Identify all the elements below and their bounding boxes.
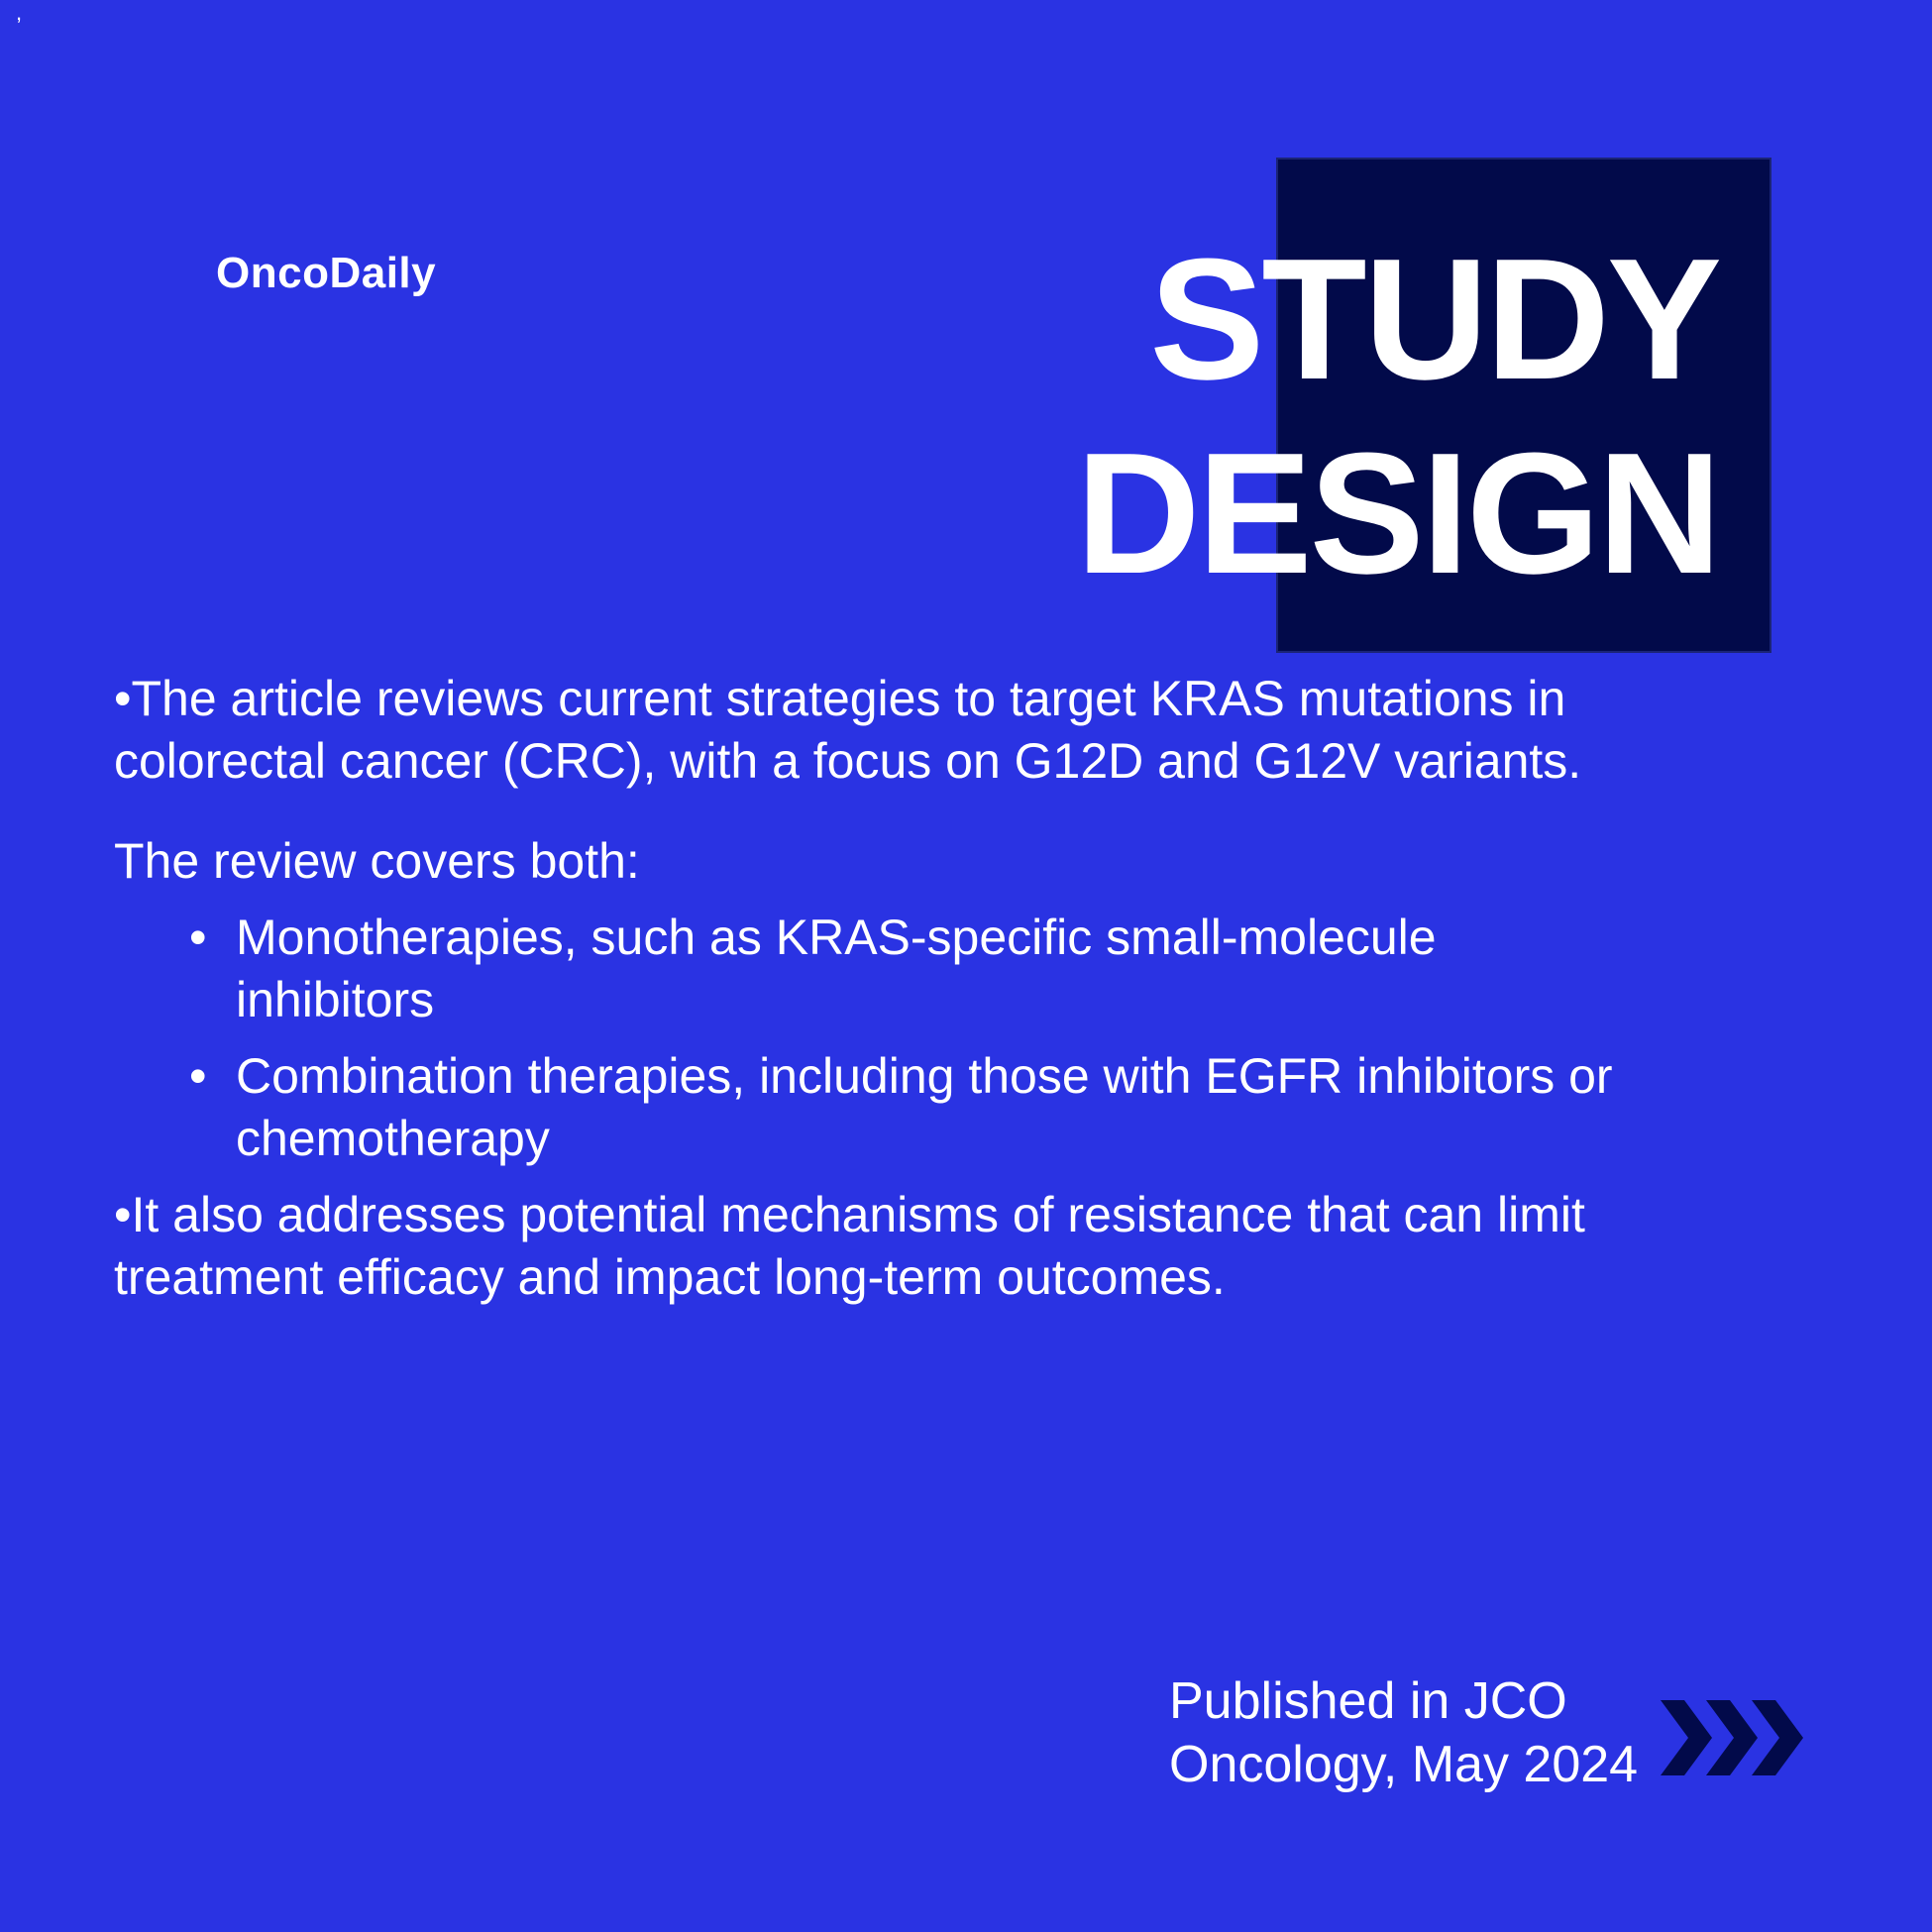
therapy-list [114,907,1620,1170]
title-line-1: STUDY [1149,222,1719,415]
list-item [114,907,1620,1031]
page-title [1076,222,1719,610]
intro-paragraph: •The article reviews current strategies to target KRAS mutations in colorectal cancer (CRC), with a focus on G12D and G12V variants. [114,671,1582,789]
covers-label: The review covers both: [114,833,640,889]
study-summary [114,668,1620,1309]
title-line-2: DESIGN [1075,416,1719,609]
brand-name: OncoDaily [216,249,437,297]
publication-line-1: Published in JCO [1169,1672,1567,1730]
publication-note [1169,1669,1638,1796]
list-item [114,1045,1620,1170]
closing-paragraph: •It also addresses potential mechanisms of resistance that can limit treatment efficacy and impact long-term outcomes. [114,1187,1585,1305]
publication-line-2: Oncology, May 2024 [1169,1736,1639,1793]
list-item-text: Combination therapies, including those with EGFR inhibitors or chemotherapy [236,1048,1613,1166]
triple-chevron-right-icon[interactable] [1661,1700,1803,1775]
bullet-marker: • [189,910,207,965]
corner-mark: , [16,0,23,25]
bullet-marker: • [189,1048,207,1104]
list-item-text: Monotherapies, such as KRAS-specific small-molecule inhibitors [236,910,1437,1027]
